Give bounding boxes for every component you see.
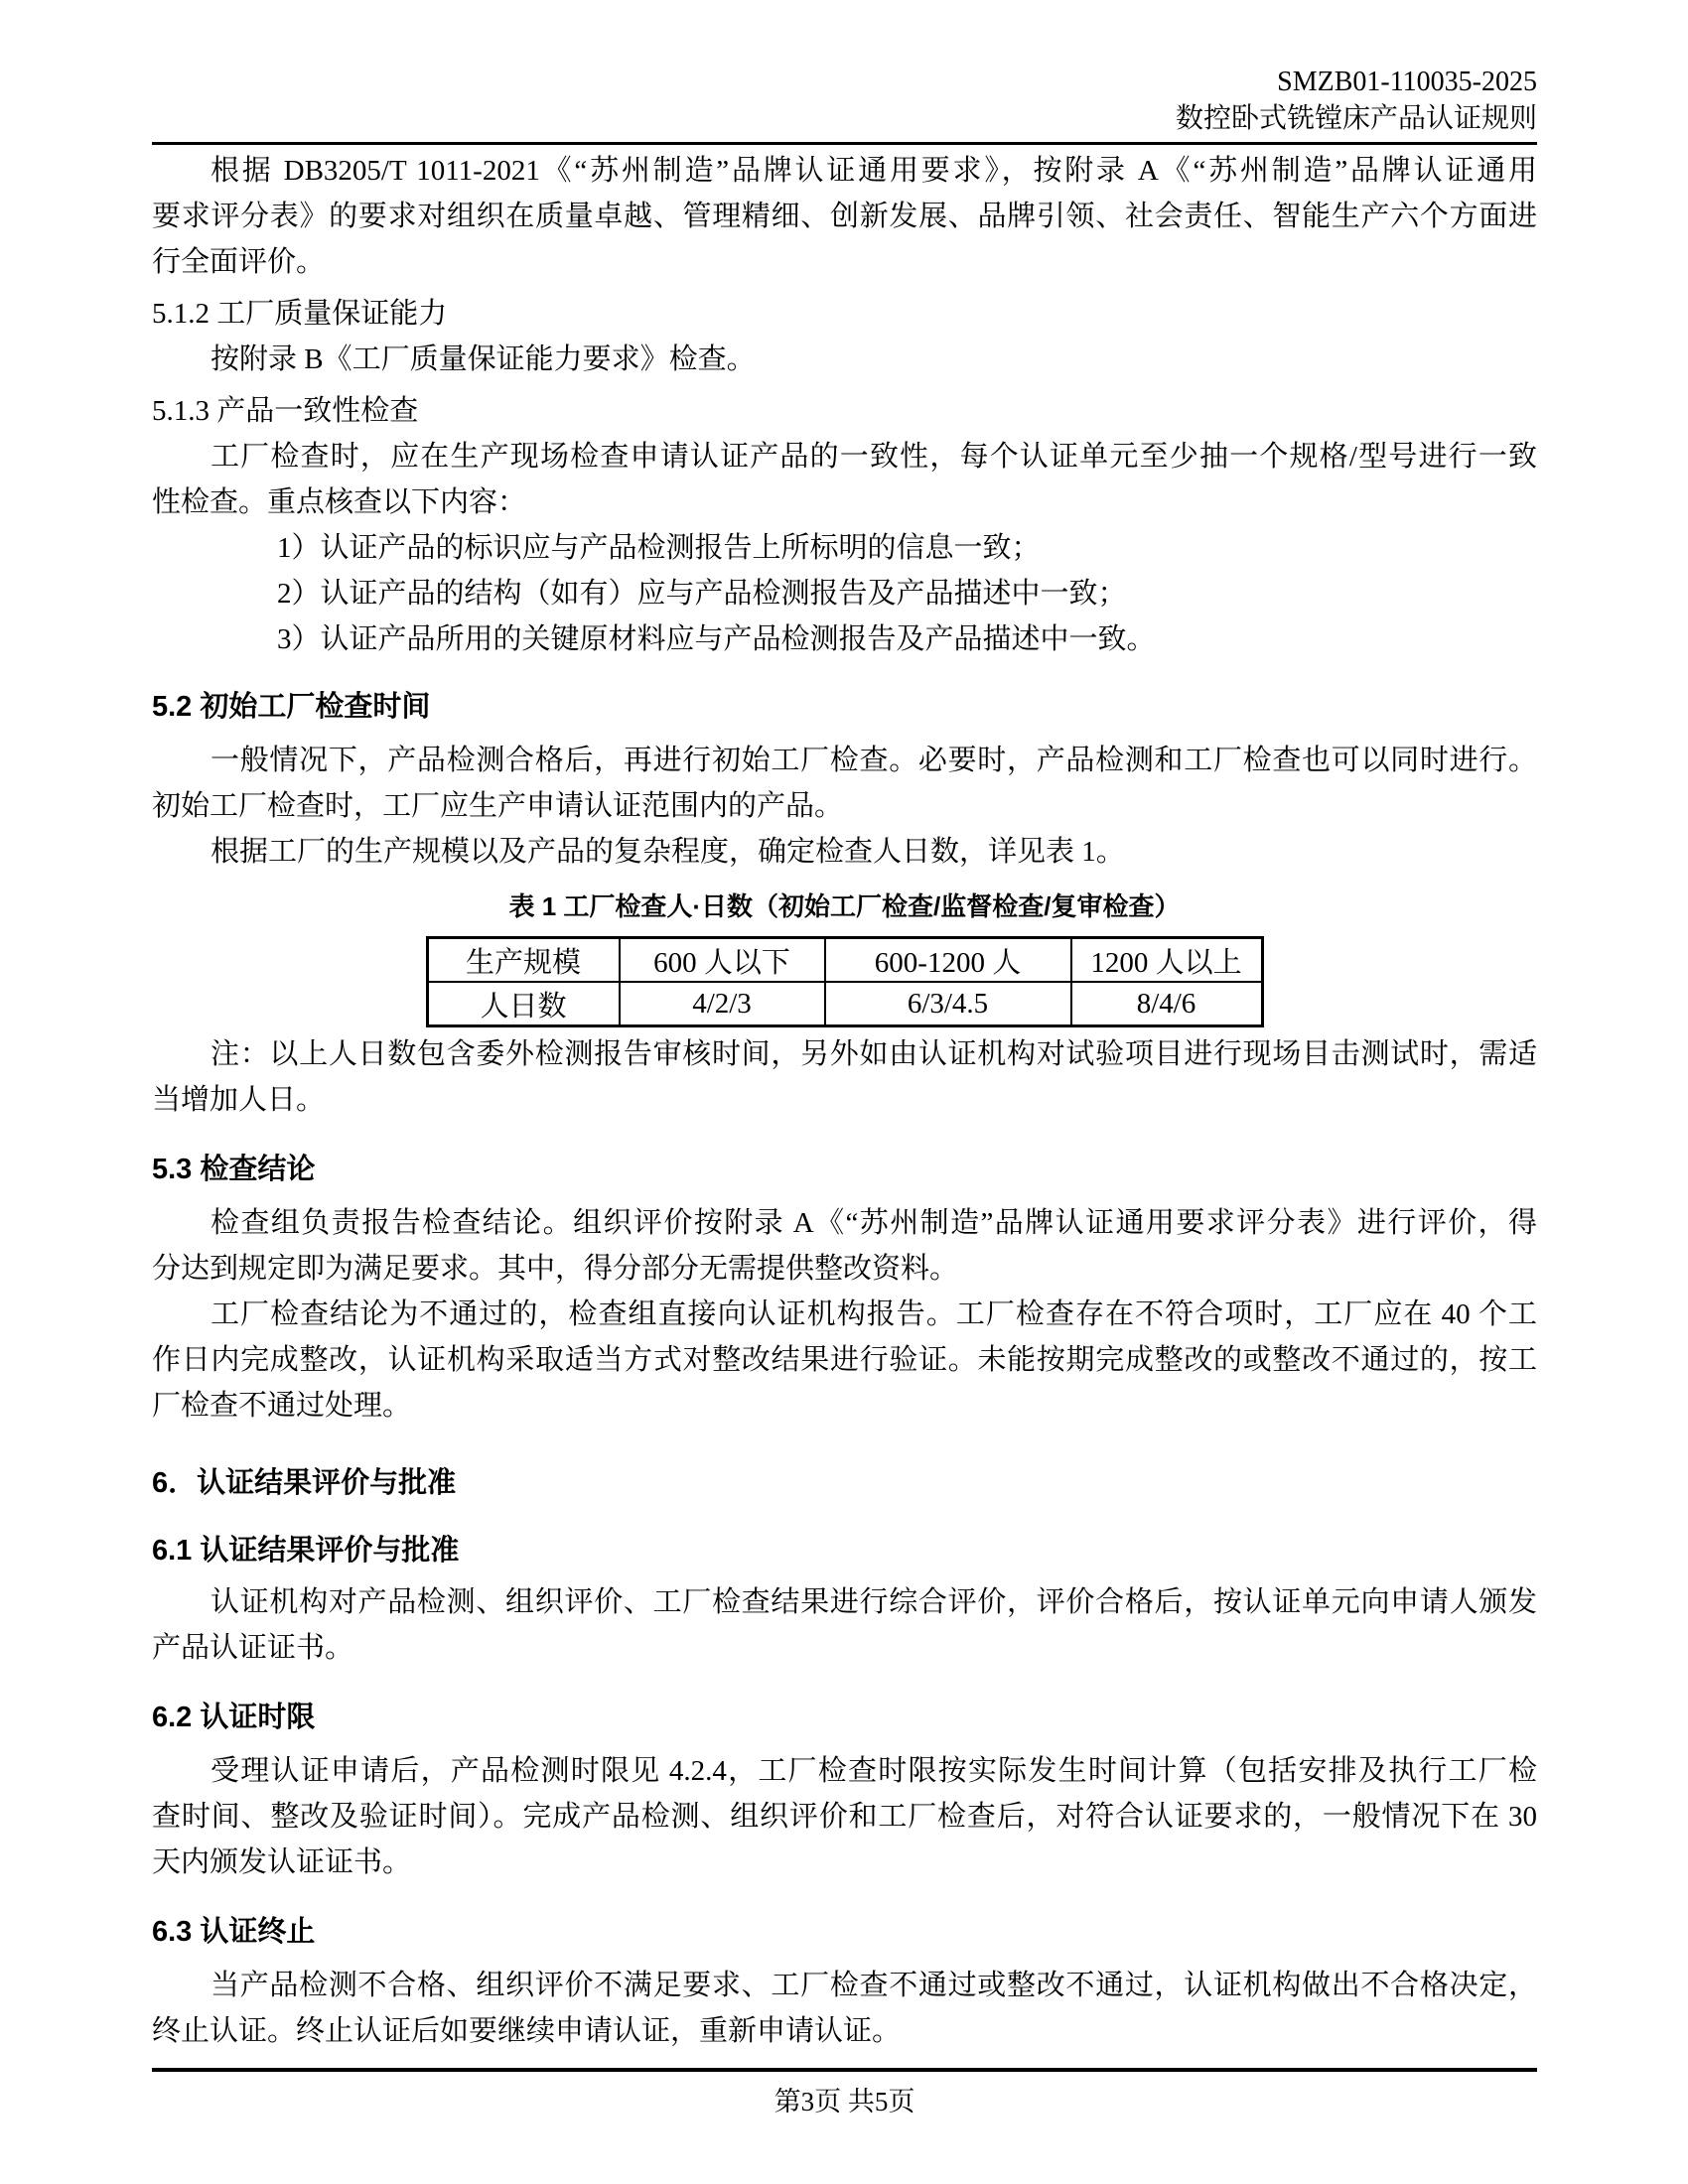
paragraph-5-1-3-line: 性检查。重点核查以下内容： [152, 486, 527, 518]
paragraph-6-1-line: 产品认证证书。 [152, 1632, 354, 1664]
paragraph-6-2-line: 查时间、整改及验证时间）。完成产品检测、组织评价和工厂检查后，对符合认证要求的，一般情况下在 30 [152, 1801, 1537, 1833]
table-cell: 4/2/3 [620, 982, 825, 1026]
table-cell: 8/4/6 [1071, 982, 1263, 1026]
heading-6-3: 6.3 认证终止 [152, 1916, 316, 1948]
table-1-block [152, 887, 1537, 1027]
intro-paragraph-line: 根据 DB3205/T 1011-2021《“苏州制造”品牌认证通用要求》，按附录 A《“苏州制造”品牌认证通用 [211, 155, 1537, 187]
table-1-title: 表 1 工厂检查人·日数（初始工厂检查/监督检查/复审检查） [508, 891, 1181, 921]
page-number-label: 第3页 共5页 [774, 2087, 915, 2116]
inspection-days-table [426, 936, 1264, 1027]
heading-5-2: 5.2 初始工厂检查时间 [152, 691, 431, 723]
paragraph-5-3-line: 检查组负责报告检查结论。组织评价按附录 A《“苏州制造”品牌认证通用要求评分表》进行评价，得 [211, 1207, 1537, 1239]
table-cell: 6/3/4.5 [825, 982, 1071, 1026]
intro-paragraph-line: 要求评分表》的要求对组织在质量卓越、管理精细、创新发展、品牌引领、社会责任、智能生产六个方面进 [152, 201, 1537, 232]
document-body [152, 145, 1537, 2054]
table-note-line: 当增加人日。 [152, 1084, 326, 1116]
paragraph-5-2-line: 根据工厂的生产规模以及产品的复杂程度，确定检查人日数，详见表 1。 [211, 836, 1125, 868]
table-note-line: 注：以上人日数包含委外检测报告审核时间，另外如由认证机构对试验项目进行现场目击测试时，需适 [211, 1038, 1537, 1070]
paragraph-5-1-2: 按附录 B《工厂质量保证能力要求》检查。 [211, 343, 756, 375]
paragraph-5-3-line: 工厂检查结论为不通过的，检查组直接向认证机构报告。工厂检查存在不符合项时，工厂应在 40 个工 [211, 1298, 1537, 1330]
paragraph-5-3-line: 厂检查不通过处理。 [152, 1390, 412, 1422]
heading-6-1: 6.1 认证结果评价与批准 [152, 1535, 460, 1567]
paragraph-6-3-line: 当产品检测不合格、组织评价不满足要求、工厂检查不通过或整改不通过，认证机构做出不合格决定， [211, 1970, 1537, 2001]
intro-paragraph-line: 行全面评价。 [152, 246, 326, 278]
table-cell: 600 人以下 [620, 938, 825, 983]
paragraph-6-2-line: 天内颁发认证证书。 [152, 1846, 412, 1878]
paragraph-5-2-line: 初始工厂检查时，工厂应生产申请认证范围内的产品。 [152, 790, 844, 822]
paragraph-6-1-line: 认证机构对产品检测、组织评价、工厂检查结果进行综合评价，评价合格后，按认证单元向申请人颁发 [211, 1586, 1537, 1618]
paragraph-5-3-line: 分达到规定即为满足要求。其中，得分部分无需提供整改资料。 [152, 1253, 959, 1285]
page-footer [152, 2068, 1537, 2118]
table-cell: 600-1200 人 [825, 938, 1071, 983]
content-area [152, 64, 1537, 2054]
heading-6: 6．认证结果评价与批准 [152, 1467, 457, 1499]
table-cell: 生产规模 [427, 938, 620, 983]
paragraph-6-2-line: 受理认证申请后，产品检测时限见 4.2.4，工厂检查时限按实际发生时间计算（包括安排及执行工厂检 [211, 1755, 1537, 1787]
doc-code: SMZB01-110035-2025 [1277, 67, 1537, 97]
heading-5-3: 5.3 检查结论 [152, 1154, 316, 1185]
paragraph-5-3-line: 作日内完成整改，认证机构采取适当方式对整改结果进行验证。未能按期完成整改的或整改不通过的，按工 [152, 1344, 1537, 1376]
list-item: 2）认证产品的结构（如有）应与产品检测报告及产品描述中一致； [277, 578, 1127, 610]
paragraph-5-1-3-line: 工厂检查时，应在生产现场检查申请认证产品的一致性，每个认证单元至少抽一个规格/型号进行一致 [211, 441, 1537, 473]
heading-5-1-3: 5.1.3 产品一致性检查 [152, 395, 419, 427]
page-header [152, 64, 1537, 145]
table-row [427, 938, 1262, 983]
table-cell: 1200 人以上 [1071, 938, 1263, 983]
list-item: 1）认证产品的标识应与产品检测报告上所标明的信息一致； [277, 532, 1041, 564]
paragraph-6-3-line: 终止认证。终止认证后如要继续申请认证，重新申请认证。 [152, 2015, 902, 2047]
table-row [427, 982, 1262, 1026]
doc-title: 数控卧式铣镗床产品认证规则 [1175, 103, 1537, 134]
table-cell: 人日数 [427, 982, 620, 1026]
heading-6-2: 6.2 认证时限 [152, 1702, 316, 1733]
list-item: 3）认证产品所用的关键原材料应与产品检测报告及产品描述中一致。 [277, 623, 1156, 655]
heading-5-1-2: 5.1.2 工厂质量保证能力 [152, 298, 448, 330]
paragraph-5-2-line: 一般情况下，产品检测合格后，再进行初始工厂检查。必要时，产品检测和工厂检查也可以同时进行。 [211, 745, 1537, 776]
